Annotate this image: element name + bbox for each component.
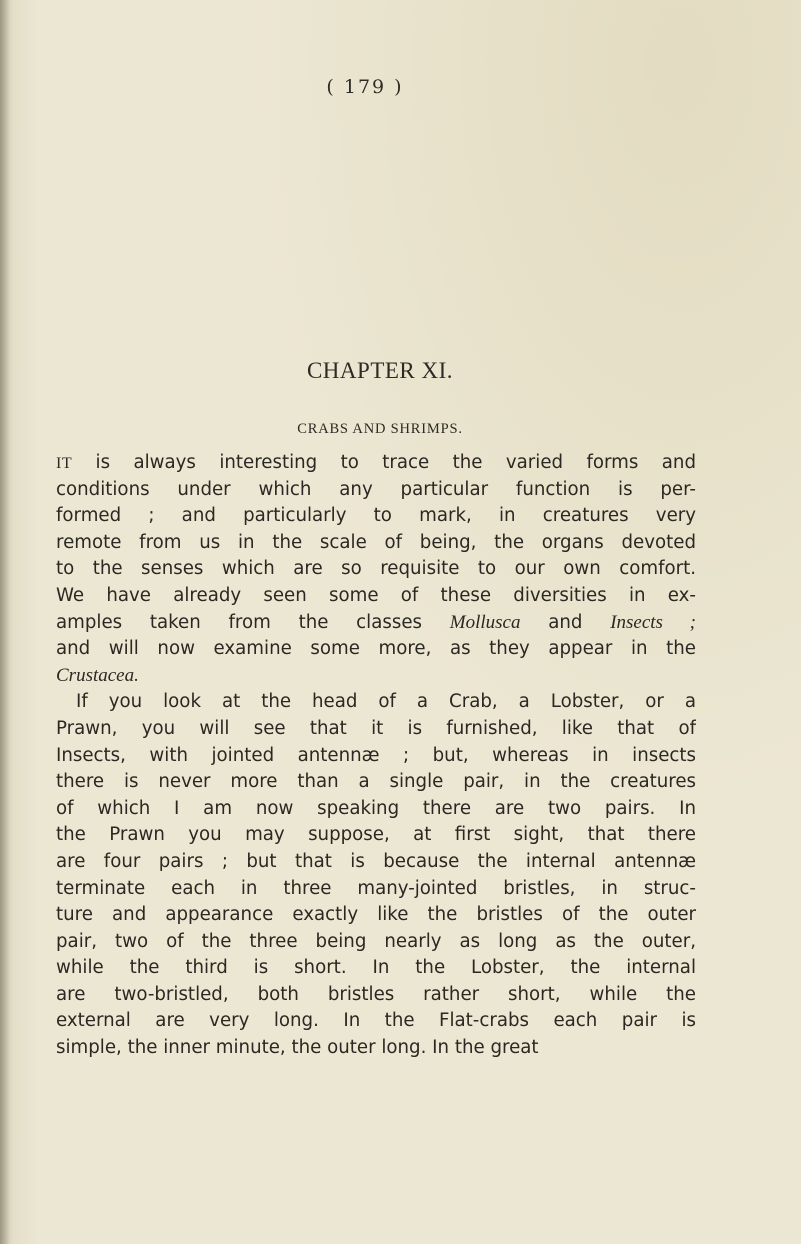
text-segment: the Prawn you may suppose, at first sight, that there [56,824,696,846]
text-segment: are two-bristled, both bristles rather short, while the [56,983,696,1005]
page-number: ( 179 ) [326,76,404,98]
text-segment: remote from us in the scale of being, the organs devoted [56,531,696,553]
text-segment: formed ; and particularly to mark, in creatures very [56,505,696,527]
italic-term: Mollusca [449,611,521,633]
text-line [56,610,696,637]
chapter-subtitle: CRABS AND SHRIMPS. [297,421,463,437]
text-line [56,636,696,663]
text-segment: Insects, with jointed antennæ ; but, whereas in insects [56,744,696,766]
text-line [56,902,696,929]
text-line [56,530,696,557]
text-segment: amples taken from the classes [56,611,450,633]
text-segment: external are very long. In the Flat-crabs each pair is [56,1010,696,1032]
chapter-body [56,450,696,1062]
text-line [56,769,696,796]
text-line [56,477,696,504]
text-line [56,982,696,1009]
text-segment: of which I am now speaking there are two pairs. In [56,797,696,819]
text-segment: If you look at the head of a Crab, a Lobster, or a [76,691,696,713]
text-line [56,716,696,743]
italic-term: Insects ; [610,611,696,633]
text-line [56,1008,696,1035]
text-segment: to the senses which are so requisite to our own comfort. [56,558,696,580]
text-segment: are four pairs ; but that is because the internal antennæ [56,850,696,872]
text-segment: We have already seen some of these diversities in ex- [56,584,696,606]
text-line [56,796,696,823]
italic-term: Crustacea. [56,664,139,686]
text-line [56,689,696,716]
text-segment: pair, two of the three being nearly as long as the outer, [56,930,696,952]
text-segment: conditions under which any particular function is per- [56,478,696,500]
text-line [56,556,696,583]
text-segment: ture and appearance exactly like the bristles of the outer [56,904,696,926]
text-segment: and will now examine some more, as they appear in the [56,638,696,660]
text-segment: and [520,611,611,633]
text-line [56,849,696,876]
text-segment: simple, the inner minute, the outer long. In the great [56,1037,539,1059]
text-segment: while the third is short. In the Lobster, the internal [56,957,696,979]
text-segment: is always interesting to trace the varied forms and [72,452,696,473]
text-segment: terminate each in three many-jointed bristles, in struc- [56,877,696,899]
text-line [56,1035,696,1062]
text-line [56,450,696,477]
text-line [56,822,696,849]
text-segment: Prawn, you will see that it is furnished, like that of [56,717,696,739]
paragraph-lead: IT [56,455,73,472]
text-line [56,743,696,770]
binding-shadow [0,0,10,1244]
text-line [56,876,696,903]
text-segment: there is never more than a single pair, in the creatures [56,771,696,793]
text-line [56,663,696,690]
chapter-title: CHAPTER XI. [306,358,454,383]
text-line [56,955,696,982]
text-line [56,503,696,530]
text-line [56,929,696,956]
text-line [56,583,696,610]
